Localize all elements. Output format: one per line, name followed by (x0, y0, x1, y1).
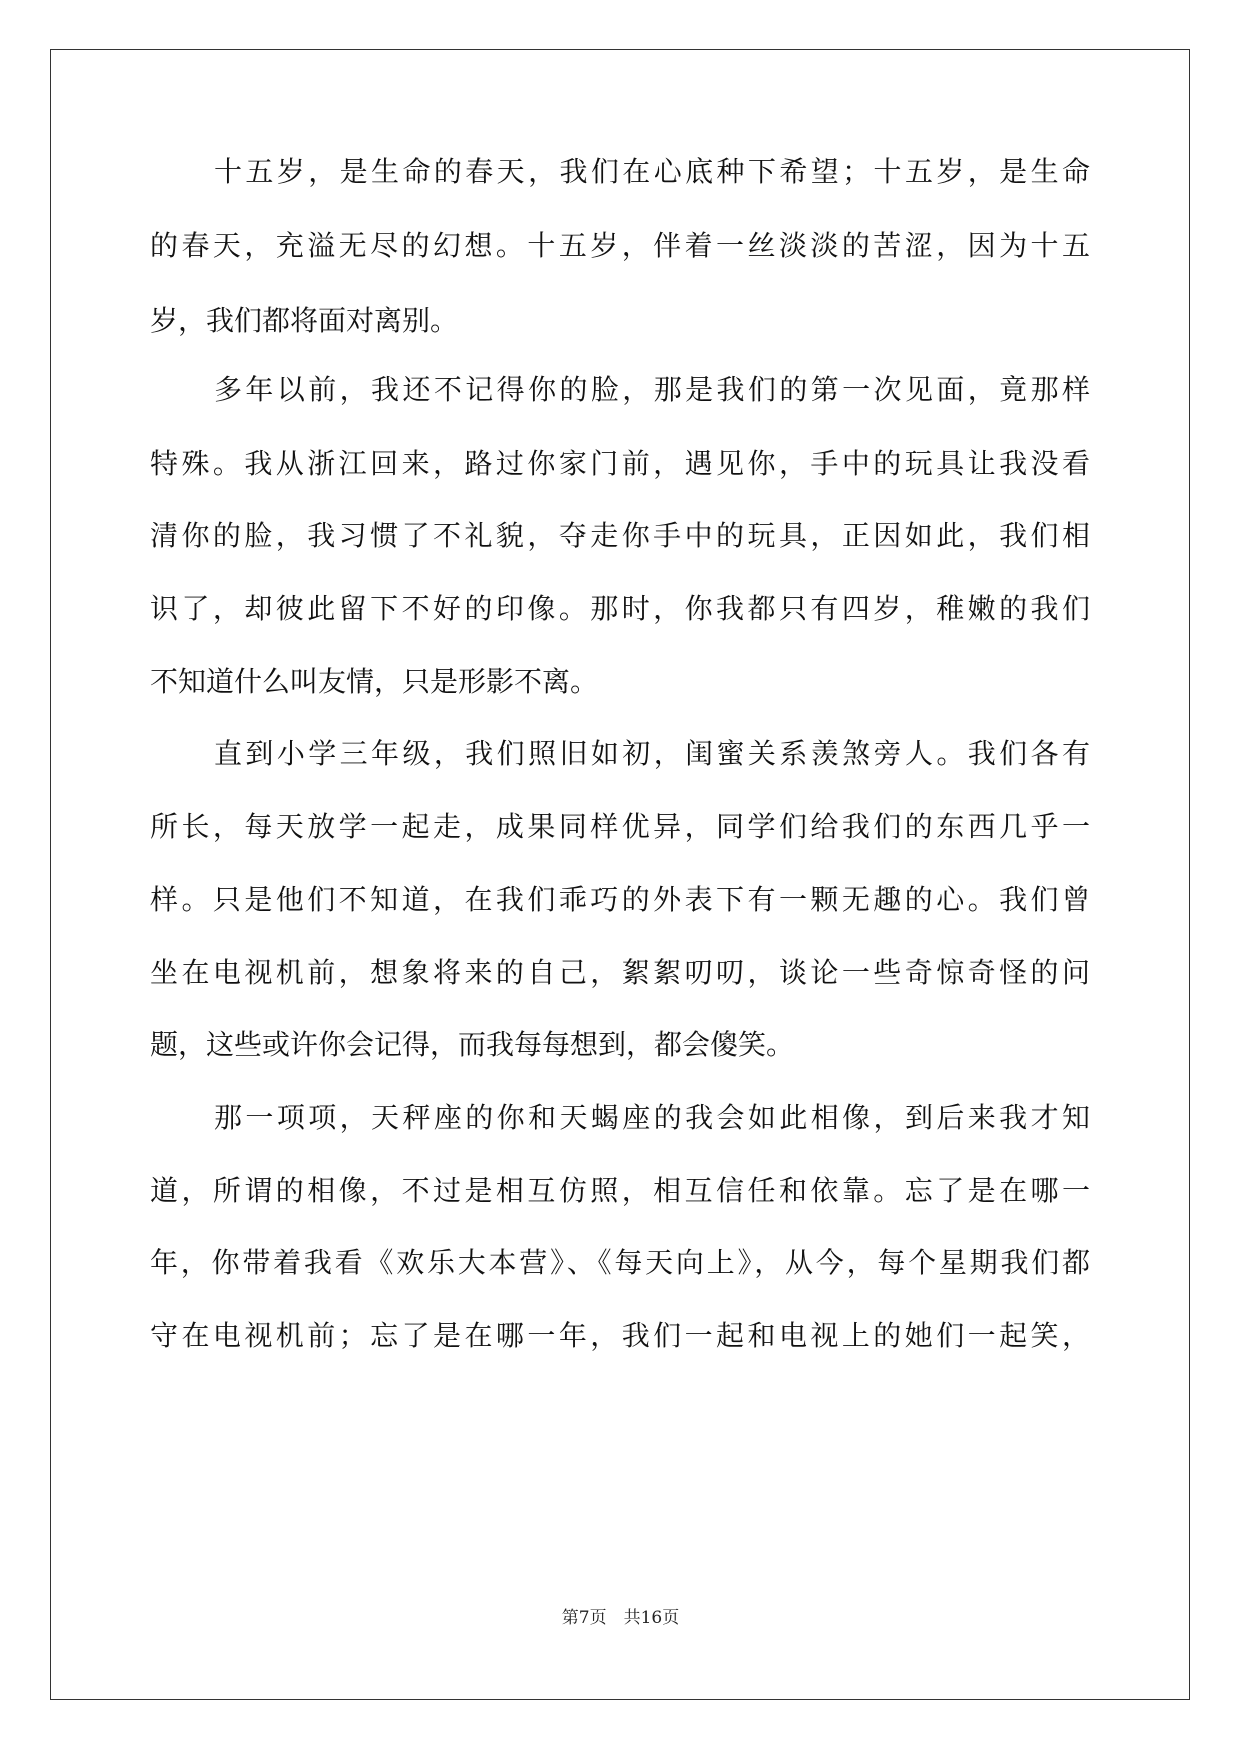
text-line: 岁，我们都将面对离别。 (150, 304, 459, 337)
text-line: 不知道什么叫友情，只是形影不离。 (150, 665, 599, 698)
text-line: 题，这些或许你会记得，而我每每想到，都会傻笑。 (150, 1028, 795, 1061)
text-line: 年，你带着我看《欢乐大本营》、《每天向上》，从今，每个星期我们都 (150, 1246, 1090, 1279)
text-line: 道，所谓的相像，不过是相互仿照，相互信任和依靠。忘了是在哪一 (150, 1174, 1090, 1207)
page-border (50, 49, 1190, 1700)
text-line: 清你的脸，我习惯了不礼貌，夺走你手中的玩具，正因如此，我们相 (150, 519, 1090, 552)
text-line: 坐在电视机前，想象将来的自己，絮絮叨叨，谈论一些奇惊奇怪的问 (150, 956, 1090, 989)
text-line: 识了，却彼此留下不好的印像。那时，你我都只有四岁，稚嫩的我们 (150, 592, 1090, 625)
text-line: 特殊。我从浙江回来，路过你家门前，遇见你，手中的玩具让我没看 (150, 447, 1090, 480)
text-line: 那一项项，天秤座的你和天蝎座的我会如此相像，到后来我才知 (214, 1101, 1090, 1134)
text-line: 多年以前，我还不记得你的脸，那是我们的第一次见面，竟那样 (214, 373, 1090, 406)
text-line: 直到小学三年级，我们照旧如初，闺蜜关系羡煞旁人。我们各有 (214, 737, 1090, 770)
text-line: 样。只是他们不知道，在我们乖巧的外表下有一颗无趣的心。我们曾 (150, 883, 1090, 916)
text-line: 的春天，充溢无尽的幻想。十五岁，伴着一丝淡淡的苦涩，因为十五 (150, 229, 1090, 262)
text-line: 守在电视机前；忘了是在哪一年，我们一起和电视上的她们一起笑， (150, 1319, 1090, 1352)
page-number-footer: 第7页 共16页 (561, 1608, 680, 1628)
text-line: 所长，每天放学一起走，成果同样优异，同学们给我们的东西几乎一 (150, 810, 1090, 843)
text-line: 十五岁，是生命的春天，我们在心底种下希望；十五岁，是生命 (214, 155, 1090, 188)
